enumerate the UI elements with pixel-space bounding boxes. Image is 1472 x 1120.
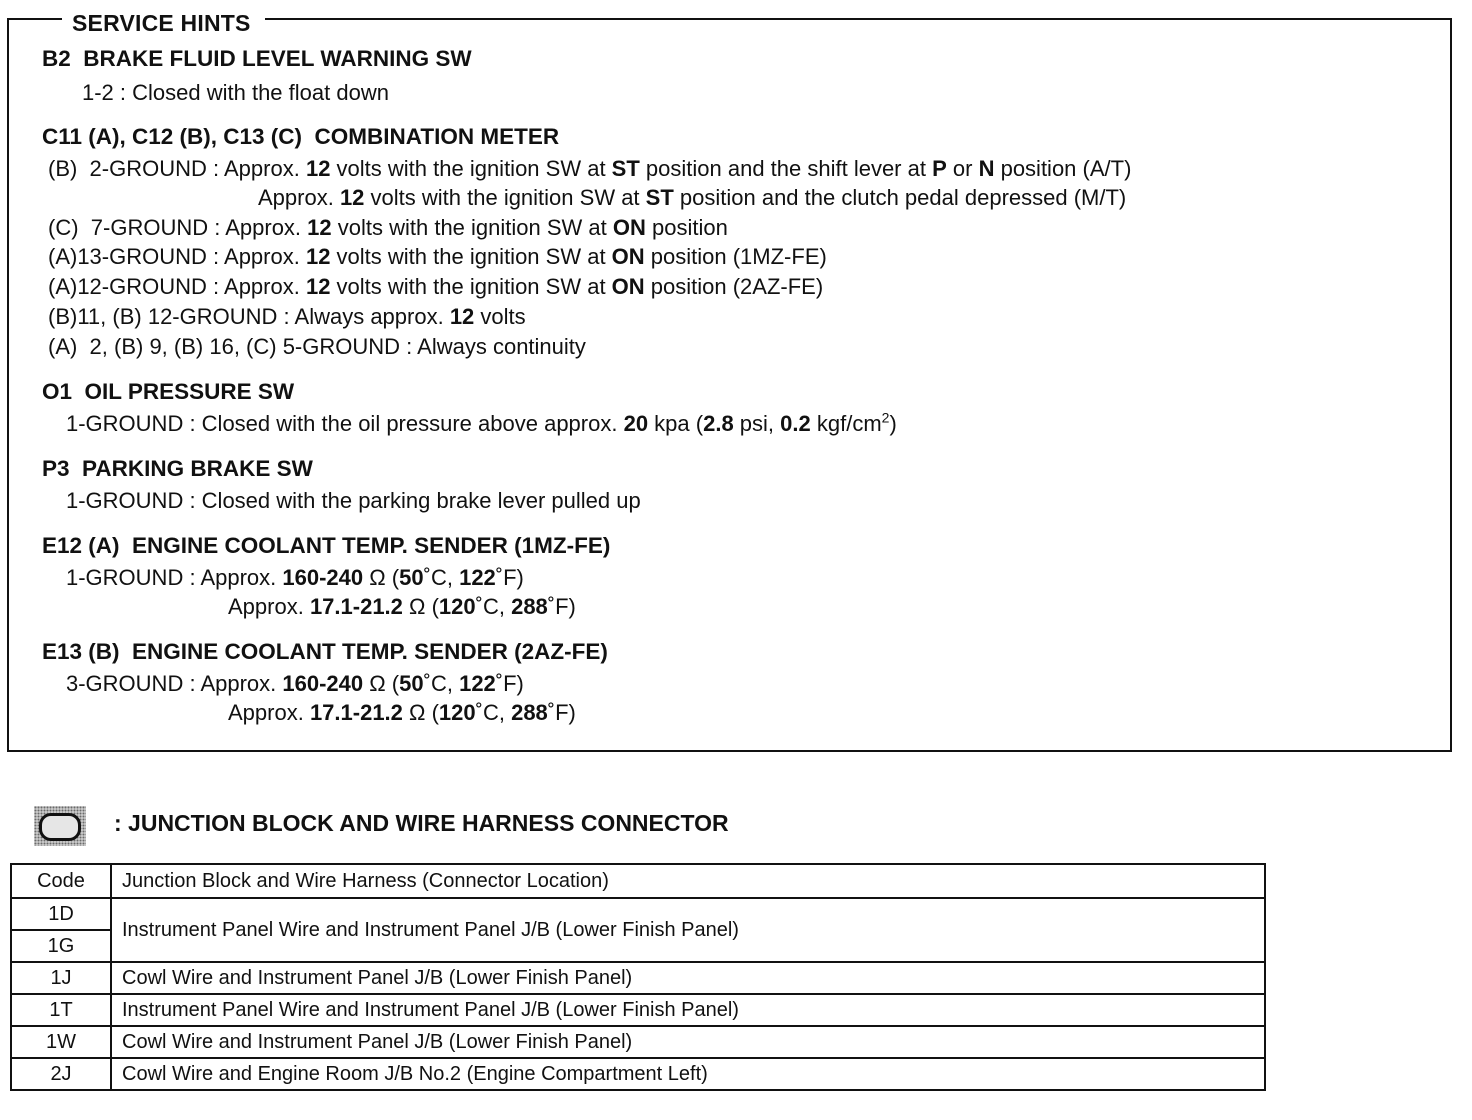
e13-line-1: 3-GROUND : Approx. 160-240 Ω (50˚C, 122˚F) xyxy=(66,671,524,696)
table-row xyxy=(11,962,1265,994)
row-location: Cowl Wire and Instrument Panel J/B (Lower Finish Panel) xyxy=(111,1026,1265,1058)
p3-heading: P3 PARKING BRAKE SW xyxy=(42,456,313,481)
row-code: 1G xyxy=(11,930,111,962)
e12-line-1: 1-GROUND : Approx. 160-240 Ω (50˚C, 122˚F) xyxy=(66,565,524,590)
header-location: Junction Block and Wire Harness (Connector Location) xyxy=(111,864,1265,898)
row-location: Cowl Wire and Engine Room J/B No.2 (Engine Compartment Left) xyxy=(111,1058,1265,1090)
row-location: Instrument Panel Wire and Instrument Panel J/B (Lower Finish Panel) xyxy=(111,994,1265,1026)
b2-line: 1-2 : Closed with the float down xyxy=(82,80,389,105)
e13-heading: E13 (B) ENGINE COOLANT TEMP. SENDER (2AZ-FE) xyxy=(42,639,608,664)
table-row xyxy=(11,898,1265,930)
b2-heading: B2 BRAKE FLUID LEVEL WARNING SW xyxy=(42,46,472,71)
junction-block-table xyxy=(10,863,1266,1091)
o1-line: 1-GROUND : Closed with the oil pressure above approx. 20 kpa (2.8 psi, 0.2 kgf/$cm^2$) xyxy=(66,409,897,436)
table-row xyxy=(11,1058,1265,1090)
row-location: Cowl Wire and Instrument Panel J/B (Lower Finish Panel) xyxy=(111,962,1265,994)
e13-line-2: Approx. 17.1-21.2 Ω (120˚C, 288˚F) xyxy=(228,700,576,725)
p3-line: 1-GROUND : Closed with the parking brake lever pulled up xyxy=(66,488,641,513)
c11-line-7: (A) 2, (B) 9, (B) 16, (C) 5-GROUND : Always continuity xyxy=(48,334,586,359)
row-code: 1T xyxy=(11,994,111,1026)
c11-line-5: (A)12-GROUND : Approx. 12 volts with the ignition SW at ON position (2AZ-FE) xyxy=(48,274,824,299)
table-row xyxy=(11,994,1265,1026)
e12-line-2: Approx. 17.1-21.2 Ω (120˚C, 288˚F) xyxy=(228,594,576,619)
table-row xyxy=(11,1026,1265,1058)
header-code: Code xyxy=(11,864,111,898)
service-hints-title: SERVICE HINTS xyxy=(62,8,265,38)
row-code: 1D xyxy=(11,898,111,930)
c11-line-4: (A)13-GROUND : Approx. 12 volts with the ignition SW at ON position (1MZ-FE) xyxy=(48,244,827,269)
row-code: 1J xyxy=(11,962,111,994)
row-code: 1W xyxy=(11,1026,111,1058)
c11-heading: C11 (A), C12 (B), C13 (C) COMBINATION METER xyxy=(42,124,560,149)
c11-line-6: (B)11, (B) 12-GROUND : Always approx. 12 volts xyxy=(48,304,526,329)
c11-line-1: (B) 2-GROUND : Approx. 12 volts with the ignition SW at ST position and the shift lever at P or N position (A/T) xyxy=(48,156,1132,181)
legend-label: : JUNCTION BLOCK AND WIRE HARNESS CONNECTOR xyxy=(114,810,729,836)
table-header-row xyxy=(11,864,1265,898)
row-location: Instrument Panel Wire and Instrument Panel J/B (Lower Finish Panel) xyxy=(111,898,1265,962)
c11-line-3: (C) 7-GROUND : Approx. 12 volts with the ignition SW at ON position xyxy=(48,215,728,240)
o1-heading: O1 OIL PRESSURE SW xyxy=(42,379,295,404)
row-code: 2J xyxy=(11,1058,111,1090)
e12-heading: E12 (A) ENGINE COOLANT TEMP. SENDER (1MZ-FE) xyxy=(42,533,611,558)
junction-connector-icon xyxy=(34,806,86,846)
c11-line-2: Approx. 12 volts with the ignition SW at ST position and the clutch pedal depressed (M/T) xyxy=(258,185,1127,210)
